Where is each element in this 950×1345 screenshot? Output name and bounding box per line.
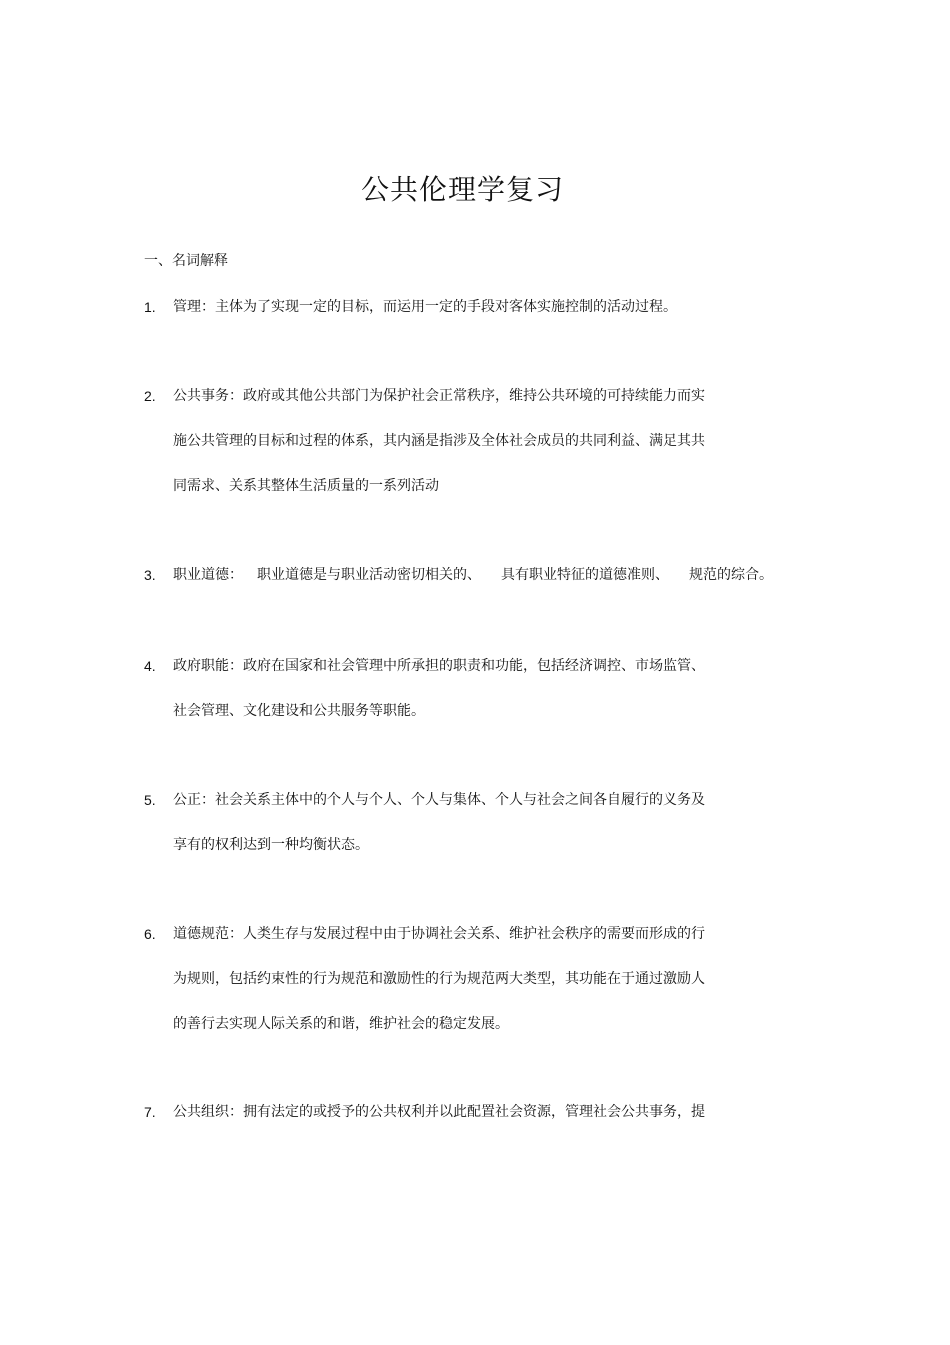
item-text-segment: 具有职业特征的道德准则、	[501, 567, 669, 583]
item-text-line: 享有的权利达到一种均衡状态。	[173, 837, 369, 853]
item-text-segment: 规范的综合。	[689, 567, 773, 583]
item-number: 6.	[144, 926, 156, 942]
section-heading: 一、名词解释	[144, 253, 228, 269]
item-text-line: 施公共管理的目标和过程的体系，其内涵是指涉及全体社会成员的共同利益、满足其共	[173, 433, 705, 449]
item-text-line: 公共组织：拥有法定的或授予的公共权利并以此配置社会资源，管理社会公共事务，提	[173, 1104, 705, 1120]
item-number: 4.	[144, 658, 156, 674]
item-text-line: 为规则，包括约束性的行为规范和激励性的行为规范两大类型，其功能在于通过激励人	[173, 971, 705, 987]
item-number: 1.	[144, 299, 156, 315]
item-text-line: 同需求、关系其整体生活质量的一系列活动	[173, 478, 439, 494]
item-text-line: 道德规范：人类生存与发展过程中由于协调社会关系、维护社会秩序的需要而形成的行	[173, 926, 705, 942]
item-number: 2.	[144, 388, 156, 404]
item-text-segment: 职业道德：	[173, 567, 243, 583]
item-text-line: 社会管理、文化建设和公共服务等职能。	[173, 703, 425, 719]
page-title: 公共伦理学复习	[360, 173, 564, 206]
item-text-line: 公共事务：政府或其他公共部门为保护社会正常秩序，维持公共环境的可持续能力而实	[173, 388, 705, 404]
item-text-segment: 职业道德是与职业活动密切相关的、	[257, 567, 481, 583]
item-number: 7.	[144, 1104, 156, 1120]
item-text-line: 政府职能：政府在国家和社会管理中所承担的职责和功能，包括经济调控、市场监管、	[173, 658, 705, 674]
item-text-line: 管理：主体为了实现一定的目标，而运用一定的手段对客体实施控制的活动过程。	[173, 299, 677, 315]
item-text-line	[173, 565, 773, 585]
item-number: 5.	[144, 792, 156, 808]
item-text-line: 的善行去实现人际关系的和谐，维护社会的稳定发展。	[173, 1016, 509, 1032]
item-number: 3.	[144, 567, 156, 583]
item-text-line: 公正：社会关系主体中的个人与个人、个人与集体、个人与社会之间各自履行的义务及	[173, 792, 705, 808]
